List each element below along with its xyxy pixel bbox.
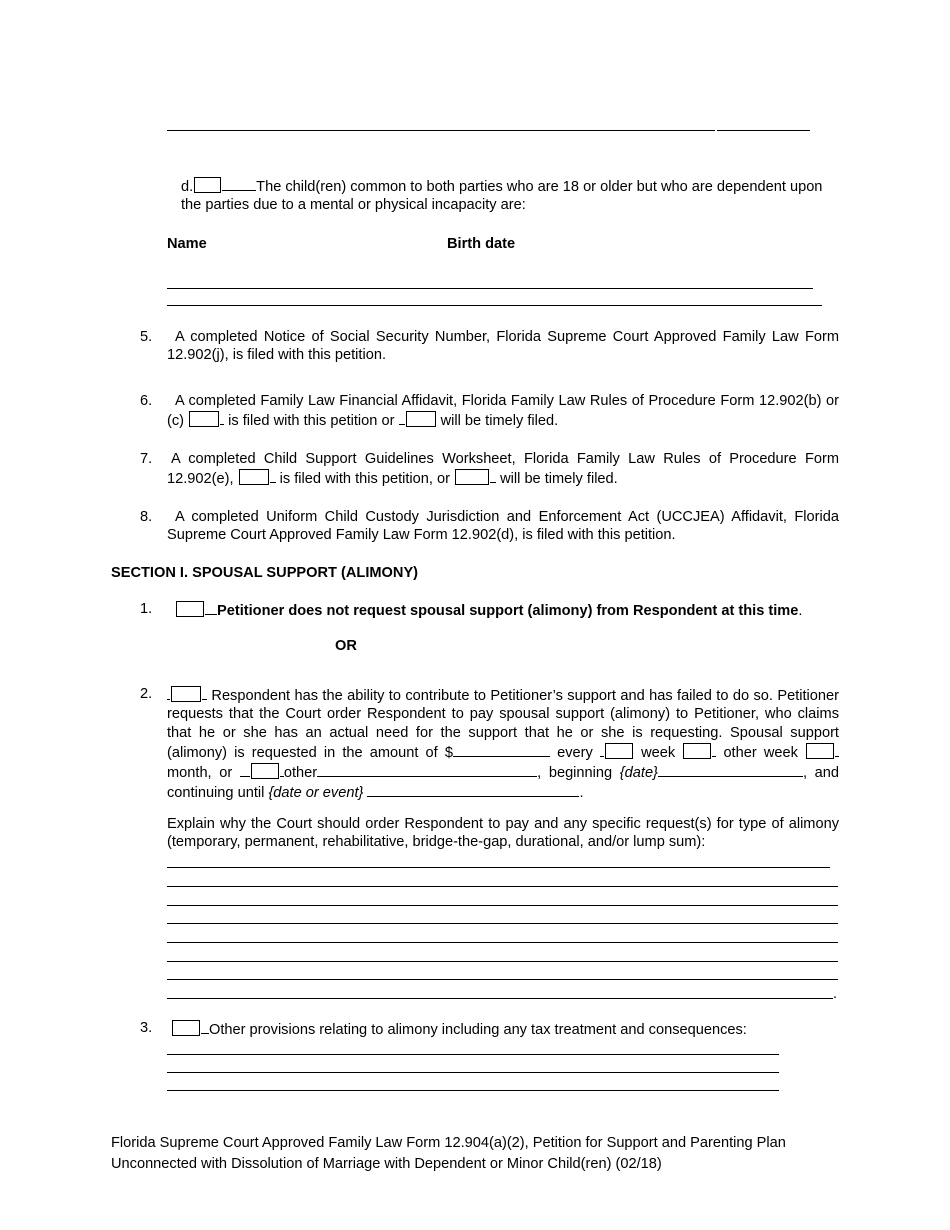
item-7-body-a: A completed Child Support Guidelines Worksheet, Florida Family Law Rules of Procedure Form 12.902(e),: [167, 451, 839, 487]
spousal-2-every: every: [557, 744, 593, 761]
blank: [201, 1019, 209, 1034]
end-date-blank[interactable]: [367, 782, 579, 797]
explain-line-4[interactable]: [167, 923, 838, 924]
spousal-2-continuing: , and continuing until: [167, 765, 839, 802]
item-8-body: A completed Uniform Child Custody Jurisdiction and Enforcement Act (UCCJEA) Affidavit, Florida Supreme Court Approved Family Law Form 12.902(d), is filed with this petition.: [167, 509, 839, 543]
item-7-body-b: is filed with this petition, or: [279, 471, 450, 487]
item-6-body-a: A completed Family Law Financial Affidavit, Florida Family Law Rules of Procedure Form 12.902(b) or (c): [167, 393, 839, 429]
item-7-body-c: will be timely filed.: [500, 471, 618, 487]
explain-line-6[interactable]: [167, 961, 838, 962]
checkbox-other-provisions[interactable]: [172, 1020, 200, 1036]
explain-line-5[interactable]: [167, 942, 838, 943]
spousal-3-text: [171, 1019, 843, 1039]
provisions-line-3[interactable]: [167, 1090, 779, 1091]
explain-line-8[interactable]: [167, 998, 833, 999]
dependent-line-2b: [270, 305, 822, 306]
item-6-number: 6.: [140, 393, 153, 409]
checkbox-financial-affidavit-timely[interactable]: [406, 411, 436, 427]
or-label: OR: [335, 638, 357, 654]
blank: [220, 410, 224, 425]
spousal-2-other: other: [283, 765, 318, 782]
item-5-number: 5.: [140, 329, 153, 345]
section-i-heading: SECTION I. SPOUSAL SUPPORT (ALIMONY): [111, 565, 419, 581]
blank: [399, 410, 405, 425]
blank: [222, 176, 256, 191]
item-6-body-b: is filed with this petition or: [228, 413, 395, 429]
spousal-2-month-or: month, or: [167, 765, 233, 782]
item-6-text: [167, 392, 839, 430]
col-birth-date: Birth date: [447, 236, 516, 252]
checkbox-adult-dependent[interactable]: [194, 177, 221, 193]
item-7-text: [167, 450, 839, 488]
footer: [111, 1133, 786, 1175]
spousal-2-text: [167, 685, 839, 803]
blank: [712, 742, 716, 757]
blank: [202, 685, 207, 700]
section-d-first-line: [181, 176, 841, 214]
checkbox-every-week[interactable]: [605, 743, 633, 759]
item-8-text: [167, 508, 839, 544]
explain-line-7[interactable]: [167, 979, 838, 980]
spousal-3-body: Other provisions relating to alimony including any tax treatment and consequences:: [209, 1022, 747, 1038]
item-6-body-c: will be timely filed.: [440, 413, 559, 429]
blank: [600, 742, 604, 757]
item-8-number: 8.: [140, 509, 153, 525]
dependent-line-1: [167, 288, 813, 289]
checkbox-request-spousal-support[interactable]: [171, 686, 201, 702]
checkbox-no-spousal-support[interactable]: [176, 601, 204, 617]
section-d: [181, 176, 841, 214]
provisions-line-2[interactable]: [167, 1072, 779, 1073]
checkbox-financial-affidavit-filed[interactable]: [189, 411, 219, 427]
checkbox-worksheet-timely[interactable]: [455, 469, 489, 485]
other-blank[interactable]: [317, 762, 537, 777]
checkbox-other-week[interactable]: [683, 743, 711, 759]
explain-body: Explain why the Court should order Respondent to pay and any specific request(s) for type of alimony (temporary, permanent, rehabilitative, bridge-the-gap, durational, and/or lump sum):: [167, 816, 839, 850]
item-5-body: A completed Notice of Social Security Number, Florida Supreme Court Approved Family Law Form 12.902(j), is filed with this petition.: [167, 329, 839, 363]
spousal-1-body: Petitioner does not request spousal support (alimony) from Respondent at this time: [217, 603, 799, 619]
dependent-line-2a: [167, 305, 270, 306]
checkbox-other[interactable]: [251, 763, 279, 779]
explain-line-2[interactable]: [167, 886, 838, 887]
section-d-letter: d.: [181, 179, 194, 195]
spousal-2-other-week: other week: [723, 744, 798, 761]
spousal-3-number: 3.: [140, 1020, 153, 1036]
item-5-text: [167, 328, 839, 364]
item-7-number: 7.: [140, 451, 153, 467]
explain-line-1[interactable]: [167, 867, 830, 868]
checkbox-month[interactable]: [806, 743, 834, 759]
footer-line-2: Unconnected with Dissolution of Marriage with Dependent or Minor Child(ren) (02/18): [111, 1156, 662, 1172]
spousal-1-period: .: [798, 603, 803, 619]
explain-line-3[interactable]: [167, 905, 838, 906]
blank: [270, 468, 276, 483]
spousal-2-date: {date}: [619, 765, 658, 782]
spousal-2-date-event: {date or event}: [268, 785, 364, 802]
provisions-line-1[interactable]: [167, 1054, 779, 1055]
footer-line-1: Florida Supreme Court Approved Family Law Form 12.904(a)(2), Petition for Support and Parenting Plan: [111, 1135, 786, 1151]
begin-date-blank[interactable]: [658, 762, 803, 777]
spousal-2-body-a: Respondent has the ability to contribute to Petitioner’s support and has failed to do so. Petitioner requests that the Court order Respondent to pay spousal support (alimony) to Petitioner, who claims that he or she has an actual need for the support that he or she is requesting. Spousal support (alimony) is requested in the amount of $: [167, 688, 839, 761]
explain-end-period: .: [833, 986, 838, 1002]
blank: [240, 762, 250, 777]
top-rule-end: [717, 130, 810, 131]
col-name: Name: [167, 236, 207, 252]
section-d-text: The child(ren) common to both parties who are 18 or older but who are dependent upon the parties due to a mental or physical incapacity are:: [181, 179, 823, 213]
checkbox-worksheet-filed[interactable]: [239, 469, 269, 485]
spousal-2-beginning: , beginning: [537, 765, 613, 782]
amount-blank[interactable]: [453, 742, 550, 757]
blank: [490, 468, 496, 483]
spousal-2-end-period: .: [579, 785, 584, 802]
explain-text: [167, 815, 839, 851]
blank: [167, 685, 170, 700]
spousal-1-text: [175, 600, 847, 620]
blank: [835, 742, 839, 757]
spousal-2-number: 2.: [140, 686, 153, 702]
spousal-1-number: 1.: [140, 601, 153, 617]
blank: [205, 600, 217, 615]
top-rule: [167, 130, 715, 131]
spousal-2-week: week: [641, 744, 676, 761]
